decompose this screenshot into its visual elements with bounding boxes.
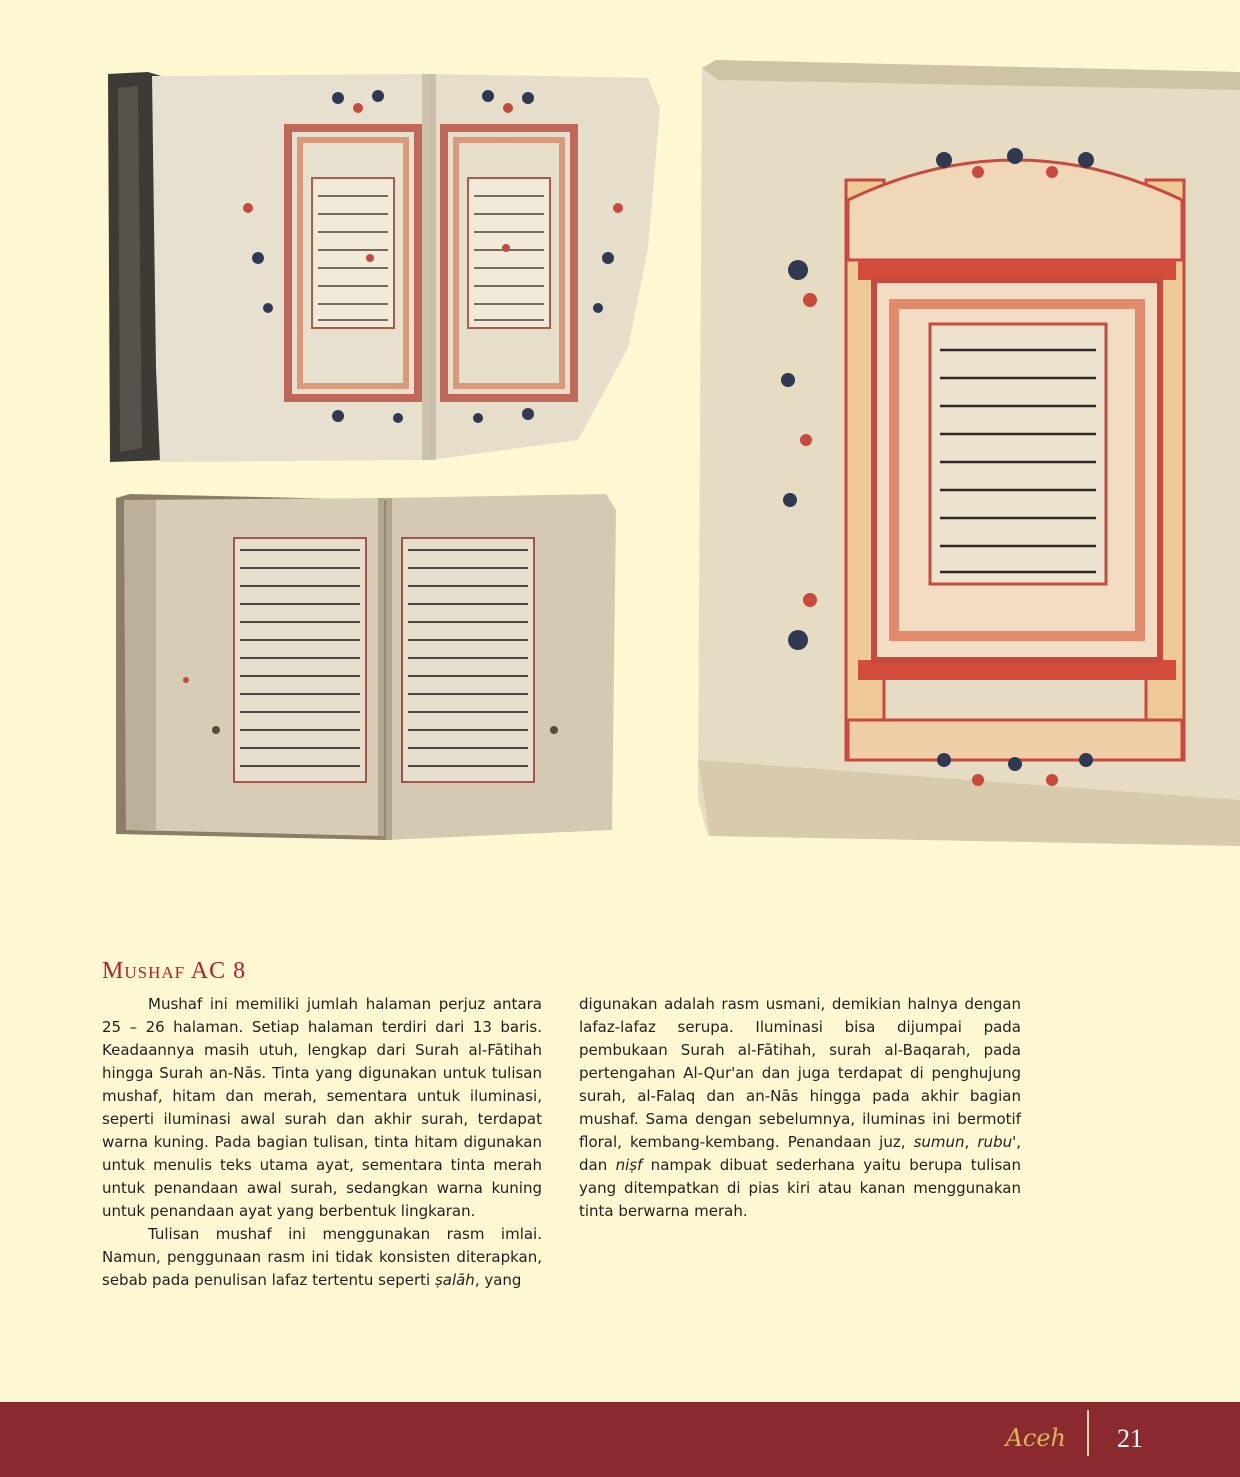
text-pages-spread-photo [116, 490, 616, 843]
paragraph-2-tail: , yang [474, 1271, 522, 1289]
body-column-left [102, 993, 542, 1292]
separator-1: , [964, 1133, 978, 1151]
paragraph-3-text: digunakan adalah rasm usmani, demikian halnya dengan lafaz-lafaz serupa. Iluminasi bisa dijumpai pada pembukaan Surah al-Fātihah, surah al-Baqarah, pada pertengahan Al-Qur'an dan juga terdapat di penghujung surah, al-Falaq dan an-Nās hingga pada akhir bagian mushaf. Sama dengan sebelumnya, iluminas ini bermotif floral, kembang-kembang. Penandaan juz, [579, 995, 1021, 1151]
page-footer [0, 1402, 1240, 1477]
footer-divider [1087, 1410, 1089, 1456]
term-nisf: niṣf [615, 1156, 643, 1174]
section-title: Mushaf AC 8 [102, 958, 247, 984]
footer-region: Aceh [1005, 1424, 1066, 1452]
paragraph-1: Mushaf ini memiliki jumlah halaman perjuz antara 25 – 26 halaman. Setiap halaman terdiri dari 13 baris. Keadaannya masih utuh, lengkap dari Surah al-Fātihah hingga Surah an-Nās. Tinta yang digunakan untuk tulisan mushaf, hitam dan merah, sementara untuk iluminasi, seperti iluminasi awal surah dan akhir surah, terdapat warna kuning. Pada bagian tulisan, tinta hitam digunakan untuk menulis teks utama ayat, sementara tinta merah untuk penandaan awal surah, sedangkan warna kuning untuk penandaan ayat yang berbentuk lingkaran. [102, 995, 542, 1220]
paragraph-2-text: Tulisan mushaf ini menggunakan rasm imlai. Namun, penggunaan rasm ini tidak konsisten diterapkan, sebab pada penulisan lafaz tertentu seperti [102, 1225, 542, 1289]
paragraph-3-tail: nampak dibuat sederhana yaitu berupa tulisan yang ditempatkan di pias kiri atau kanan menggunakan tinta berwarna merah. [579, 1156, 1021, 1220]
term-sumun: sumun [913, 1133, 965, 1151]
paragraph-2 [102, 1223, 542, 1292]
illuminated-opening-spread-photo [108, 68, 660, 465]
illuminated-single-page-photo [698, 60, 1240, 846]
term-salah: ṣalāh [434, 1271, 475, 1289]
body-column-right [579, 993, 1021, 1223]
term-rubu: rubu' [977, 1133, 1017, 1151]
page-number: 21 [1117, 1424, 1143, 1453]
separator-2: , dan [579, 1133, 1021, 1174]
paragraph-3 [579, 993, 1021, 1223]
